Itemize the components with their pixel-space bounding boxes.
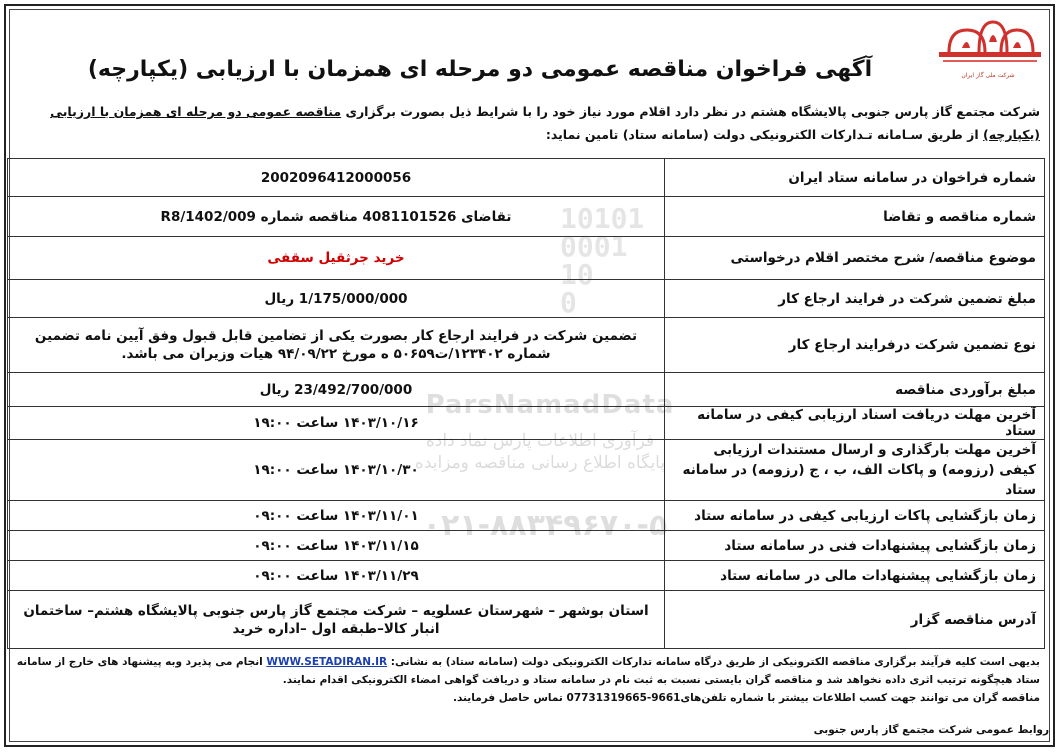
row-value: 2002096412000056 bbox=[8, 159, 665, 197]
table-row bbox=[8, 280, 1045, 318]
row-value: ۱۴۰۳/۱۱/۱۵ ساعت ۰۹:۰۰ bbox=[8, 531, 665, 561]
table-row bbox=[8, 531, 1045, 561]
row-value: تضمین شرکت در فرایند ارجاع کار بصورت یکی از تضامین قابل قبول وفق آیین نامه تضمین شماره ۱۲۳۴۰۲/ت۵۰۶۵۹ ه مورخ ۹۴/۰۹/۲۲ هیات وزیران می باشد. bbox=[8, 318, 665, 373]
row-label: موضوع مناقصه/ شرح مختصر اقلام درخواستی bbox=[665, 237, 1045, 280]
row-label: نوع تضمین شرکت درفرایند ارجاع کار bbox=[665, 318, 1045, 373]
row-label: زمان بازگشایی پاکات ارزیابی کیفی در سامانه ستاد bbox=[665, 501, 1045, 531]
row-value: استان بوشهر – شهرستان عسلویه – شرکت مجتمع گاز پارس جنوبی پالایشگاه هشتم– ساختمان انبار کالا–طبقه اول –اداره خرید bbox=[8, 591, 665, 649]
row-value: 23/492/700/000 ریال bbox=[8, 373, 665, 407]
row-value: ۱۴۰۳/۱۱/۰۱ ساعت ۰۹:۰۰ bbox=[8, 501, 665, 531]
table-row bbox=[8, 591, 1045, 649]
row-label: زمان بازگشایی پیشنهادات مالی در سامانه ستاد bbox=[665, 561, 1045, 591]
row-label: مبلغ تضمین شرکت در فرایند ارجاع کار bbox=[665, 280, 1045, 318]
intro-text-underlined: مناقصه عمومی دو مرحله ای همزمان با ارزیابی (یکپارچه) bbox=[50, 104, 1040, 142]
setadiran-link[interactable]: WWW.SETADIRAN.IR bbox=[266, 656, 388, 668]
row-value: ۱۴۰۳/۱۰/۳۰ ساعت ۱۹:۰۰ bbox=[8, 440, 665, 501]
table-row bbox=[8, 407, 1045, 440]
intro-text-part1: شرکت مجتمع گاز پارس جنوبی پالایشگاه هشتم در نظر دارد اقلام مورد نیاز خود را با شرایط ذیل بصورت برگزاری bbox=[341, 104, 1040, 119]
table-row bbox=[8, 237, 1045, 280]
row-value: 1/175/000/000 ریال bbox=[8, 280, 665, 318]
footer-line-1: بدیهی است کلیه فرآیند برگزاری مناقصه الکترونیکی از طریق درگاه سامانه تدارکات الکترونیکی دولت (سامانه ستاد) به نشانی: WWW.SETADIRAN.IR انجام می پذیرد وبه پیشنهاد های خارج از سامانه ستاد هیچگونه ترتیب اثری داده نخواهد شد و مناقصه گران بایستی نسبت به ثبت نام در سامانه ستاد و دریافت گواهی امضاء الکترونیکی اقدام نمایند. bbox=[16, 656, 1040, 686]
table-row bbox=[8, 440, 1045, 501]
tender-info-table bbox=[7, 158, 1045, 649]
footer-line-2: مناقصه گران می توانند جهت کسب اطلاعات بیشتر با شماره تلفن‌های9661-07731319665 تماس حاصل فرمایند. bbox=[452, 692, 1040, 704]
row-value: ۱۴۰۳/۱۰/۱۶ ساعت ۱۹:۰۰ bbox=[8, 407, 665, 440]
table-row bbox=[8, 561, 1045, 591]
table-row bbox=[8, 197, 1045, 237]
row-value: خرید جرثقیل سقفی bbox=[8, 237, 665, 280]
table-row bbox=[8, 501, 1045, 531]
row-label: آخرین مهلت دریافت اسناد ارزیابی کیفی در سامانه ستاد bbox=[665, 407, 1045, 440]
row-value: ۱۴۰۳/۱۱/۲۹ ساعت ۰۹:۰۰ bbox=[8, 561, 665, 591]
nigc-logo-icon bbox=[929, 12, 1049, 76]
table-row bbox=[8, 373, 1045, 407]
row-value: تقاضای 4081101526 مناقصه شماره R8/1402/009 bbox=[8, 197, 665, 237]
table-row bbox=[8, 318, 1045, 373]
row-label: شماره فراخوان در سامانه ستاد ایران bbox=[665, 159, 1045, 197]
intro-paragraph bbox=[10, 100, 1040, 146]
signature: روابط عمومی شرکت مجتمع گاز پارس جنوبی bbox=[813, 724, 1049, 736]
logo-caption: شرکت ملی گاز ایران bbox=[961, 72, 1015, 79]
row-label: آدرس مناقصه گزار bbox=[665, 591, 1045, 649]
intro-text-part2: از طریق سـامانه تـدارکات الکترونیکی دولت (سامانه ستاد) تامین نماید: bbox=[545, 127, 984, 142]
table-row bbox=[8, 159, 1045, 197]
row-label: زمان بازگشایی پیشنهادات فنی در سامانه ستاد bbox=[665, 531, 1045, 561]
footer-notes bbox=[10, 653, 1040, 707]
row-label: شماره مناقصه و تقاضا bbox=[665, 197, 1045, 237]
row-label: آخرین مهلت بارگذاری و ارسال مستندات ارزیابی کیفی (رزومه) و پاکات الف، ب ، ج (رزومه) در سامانه ستاد bbox=[665, 440, 1045, 501]
page-title: آگهی فراخوان مناقصه عمومی دو مرحله ای همزمان با ارزیابی (یکپارچه) bbox=[87, 57, 873, 82]
row-label: مبلغ برآوردی مناقصه bbox=[665, 373, 1045, 407]
